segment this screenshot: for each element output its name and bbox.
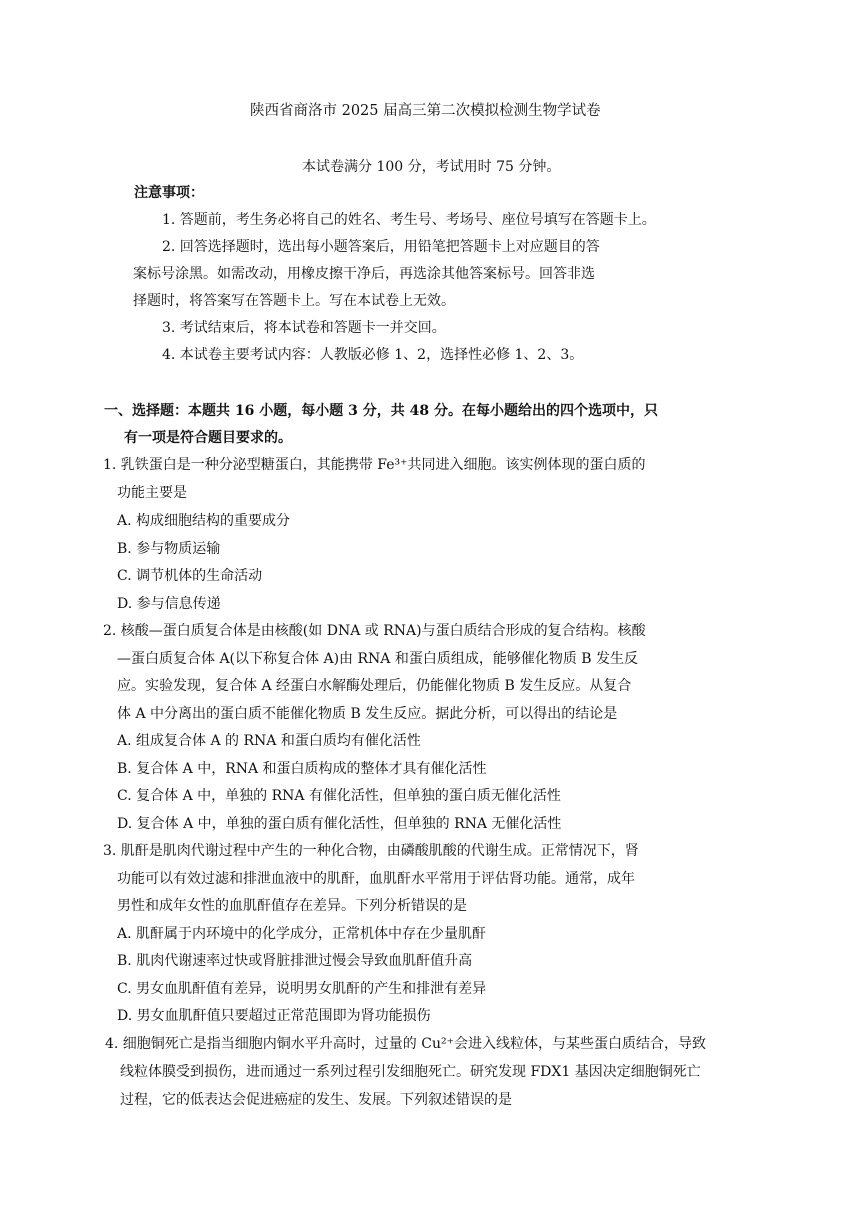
q3-option-a: A. 肌酐属于内环境中的化学成分，正常机体中存在少量肌酐 [117, 926, 487, 942]
q2-option-b: B. 复合体 A 中，RNA 和蛋白质构成的整体才具有催化活性 [117, 761, 487, 777]
notice-line-5: 3. 考试结束后，将本试卷和答题卡一并交回。 [162, 320, 446, 336]
q2-stem-line-3: 应。实验发现，复合体 A 经蛋白水解酶处理后，仍能催化物质 B 发生反应。从复合 [117, 678, 632, 694]
notice-line-3: 案标号涂黑。如需改动，用橡皮擦干净后，再选涂其他答案标号。回答非选 [133, 266, 595, 282]
q3-stem-line-1: 3. 肌酐是肌肉代谢过程中产生的一种化合物，由磷酸肌酸的代谢生成。正常情况下，肾 [103, 843, 639, 859]
q3-stem-line-2: 功能可以有效过滤和排泄血液中的肌酐，血肌酐水平常用于评估肾功能。通常，成年 [117, 871, 635, 887]
q4-stem-line-1: 4. 细胞铜死亡是指当细胞内铜水平升高时，过量的 Cu²⁺会进入线粒体，与某些蛋白质结合，导致 [105, 1036, 706, 1052]
exam-subtitle: 本试卷满分 100 分，考试用时 75 分钟。 [302, 159, 561, 175]
q2-stem-line-1: 2. 核酸—蛋白质复合体是由核酸(如 DNA 或 RNA)与蛋白质结合形成的复合结构。核酸 [103, 623, 646, 639]
q1-stem-line-2: 功能主要是 [117, 485, 187, 501]
q2-option-d: D. 复合体 A 中，单独的蛋白质有催化活性，但单独的 RNA 无催化活性 [117, 816, 562, 832]
q1-option-c: C. 调节机体的生命活动 [117, 568, 263, 584]
section-heading-line-2: 有一项是符合题目要求的。 [124, 430, 292, 446]
q1-option-b: B. 参与物质运输 [117, 541, 221, 557]
q1-option-a: A. 构成细胞结构的重要成分 [117, 513, 291, 529]
notice-line-6: 4. 本试卷主要考试内容：人教版必修 1、2，选择性必修 1、2、3。 [162, 347, 584, 363]
q3-option-b: B. 肌肉代谢速率过快或肾脏排泄过慢会导致血肌酐值升高 [117, 953, 473, 969]
q2-option-c: C. 复合体 A 中，单独的 RNA 有催化活性，但单独的蛋白质无催化活性 [117, 788, 561, 804]
q3-option-c: C. 男女血肌酐值有差异，说明男女肌酐的产生和排泄有差异 [117, 981, 487, 997]
q2-stem-line-4: 体 A 中分离出的蛋白质不能催化物质 B 发生反应。据此分析，可以得出的结论是 [117, 706, 618, 722]
notice-heading: 注意事项： [134, 185, 204, 201]
q3-stem-line-3: 男性和成年女性的血肌酐值存在差异。下列分析错误的是 [117, 898, 467, 914]
q1-option-d: D. 参与信息传递 [117, 596, 221, 612]
q1-stem-line-1: 1. 乳铁蛋白是一种分泌型糖蛋白，其能携带 Fe³⁺共同进入细胞。该实例体现的蛋白质的 [103, 457, 646, 473]
q3-option-d: D. 男女血肌酐值只要超过正常范围即为肾功能损伤 [117, 1008, 431, 1024]
q2-stem-line-2: —蛋白质复合体 A(以下称复合体 A)由 RNA 和蛋白质组成，能够催化物质 B 发生反 [117, 651, 639, 667]
notice-line-4: 择题时，将答案写在答题卡上。写在本试卷上无效。 [133, 293, 455, 309]
q4-stem-line-2: 线粒体膜受到损伤，进而通过一系列过程引发细胞死亡。研究发现 FDX1 基因决定细胞铜死亡 [120, 1064, 701, 1080]
section-heading-line-1: 一、选择题：本题共 16 小题，每小题 3 分，共 48 分。在每小题给出的四个选项中，只 [104, 403, 658, 419]
notice-line-2: 2. 回答选择题时，选出每小题答案后，用铅笔把答题卡上对应题目的答 [162, 239, 600, 255]
q4-stem-line-3: 过程，它的低表达会促进癌症的发生、发展。下列叙述错误的是 [120, 1092, 512, 1108]
notice-line-1: 1. 答题前，考生务必将自己的姓名、考生号、考场号、座位号填写在答题卡上。 [162, 212, 656, 228]
q2-option-a: A. 组成复合体 A 的 RNA 和蛋白质均有催化活性 [117, 733, 421, 749]
exam-title: 陕西省商洛市 2025 届高三第二次模拟检测生物学试卷 [250, 103, 601, 119]
